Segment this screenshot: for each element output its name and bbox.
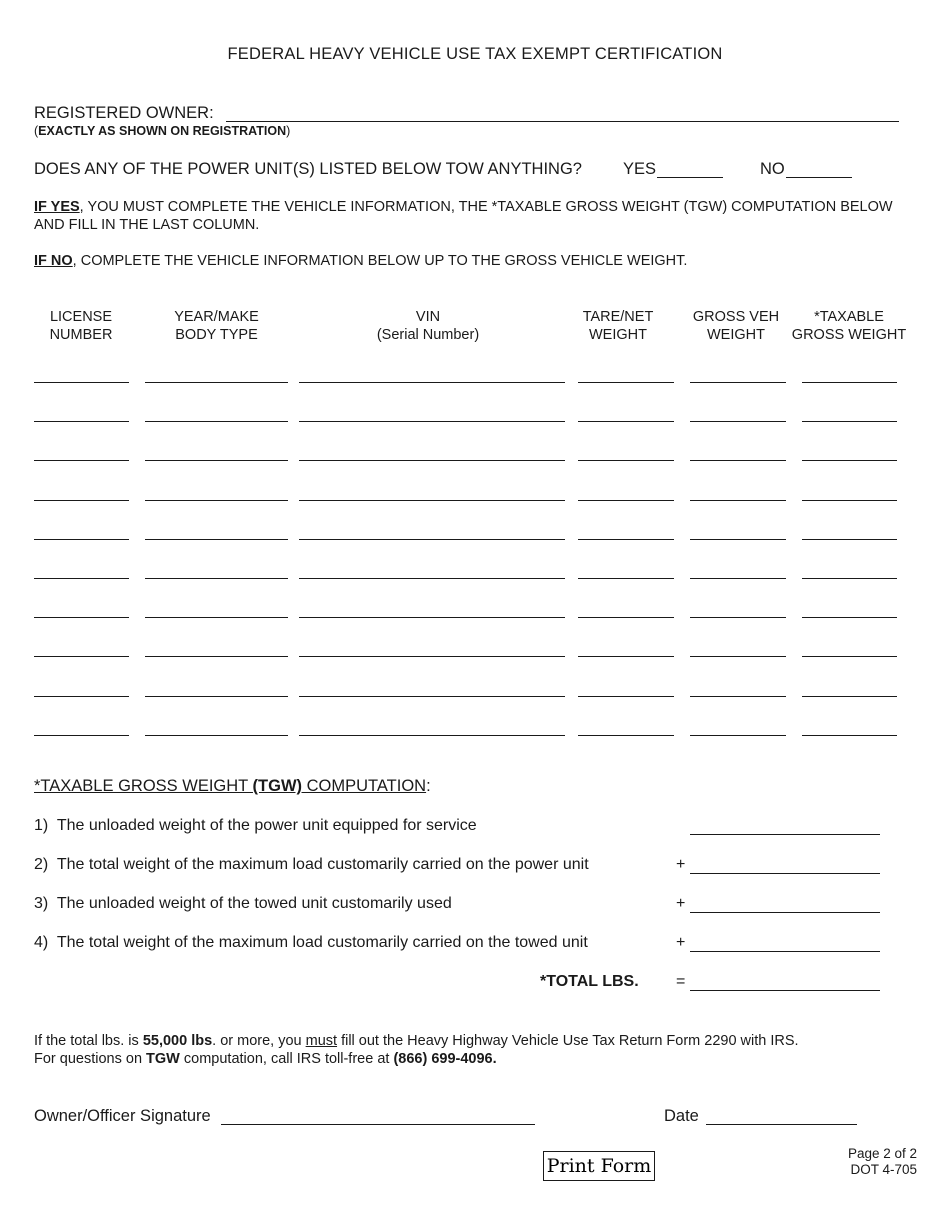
- tgw-step-2: 2) The total weight of the maximum load customarily carried on the power unit: [34, 856, 589, 873]
- registered-owner-label: REGISTERED OWNER:: [34, 104, 214, 122]
- row-8-taxable-weight-field[interactable]: [802, 656, 897, 657]
- total-lbs-label: *TOTAL LBS.: [540, 973, 639, 990]
- date-label: Date: [664, 1107, 699, 1125]
- row-9-vin-field[interactable]: [299, 696, 565, 697]
- row-7-license-field[interactable]: [34, 617, 129, 618]
- row-3-year-make-field[interactable]: [145, 460, 288, 461]
- date-field[interactable]: [706, 1124, 857, 1125]
- row-8-tare-weight-field[interactable]: [578, 656, 674, 657]
- page-info: [800, 1146, 917, 1178]
- row-9-tare-weight-field[interactable]: [578, 696, 674, 697]
- signature-label: Owner/Officer Signature: [34, 1107, 211, 1125]
- tow-yes-field[interactable]: [657, 177, 723, 178]
- tax-notes: If the total lbs. is 55,000 lbs. or more, you must fill out the Heavy Highway Vehicle Use Tax Return Form 2290 with IRS. For questions on TGW computation, call IRS toll-free at (866) 699-4096.: [34, 1033, 799, 1067]
- column-header-tare-weight: TARE/NET WEIGHT: [582, 309, 654, 343]
- row-3-tare-weight-field[interactable]: [578, 460, 674, 461]
- row-6-license-field[interactable]: [34, 578, 129, 579]
- row-4-year-make-field[interactable]: [145, 500, 288, 501]
- column-header-vin: VIN (Serial Number): [376, 309, 480, 343]
- row-9-license-field[interactable]: [34, 696, 129, 697]
- row-6-vin-field[interactable]: [299, 578, 565, 579]
- row-4-license-field[interactable]: [34, 500, 129, 501]
- row-8-year-make-field[interactable]: [145, 656, 288, 657]
- page-number: Page 2 of 2: [847, 1146, 917, 1161]
- row-7-tare-weight-field[interactable]: [578, 617, 674, 618]
- if-yes-instruction: IF YES, YOU MUST COMPLETE THE VEHICLE INFORMATION, THE *TAXABLE GROSS WEIGHT (TGW) COMPUTATION BELOW AND FILL IN THE LAST COLUMN.: [34, 199, 893, 233]
- row-1-license-field[interactable]: [34, 382, 129, 383]
- row-1-tare-weight-field[interactable]: [578, 382, 674, 383]
- column-header-year-make: YEAR/MAKE BODY TYPE: [174, 309, 259, 343]
- form-title: FEDERAL HEAVY VEHICLE USE TAX EXEMPT CERTIFICATION: [227, 45, 723, 63]
- form-id: DOT 4-705: [850, 1162, 917, 1177]
- row-10-taxable-weight-field[interactable]: [802, 735, 897, 736]
- row-1-vin-field[interactable]: [299, 382, 565, 383]
- if-no-instruction: IF NO, COMPLETE THE VEHICLE INFORMATION BELOW UP TO THE GROSS VEHICLE WEIGHT.: [34, 253, 688, 269]
- tgw-step-3-operator: +: [676, 895, 686, 912]
- row-4-vin-field[interactable]: [299, 500, 565, 501]
- row-5-license-field[interactable]: [34, 539, 129, 540]
- tgw-step-4: 4) The total weight of the maximum load customarily carried on the towed unit: [34, 934, 588, 951]
- row-7-year-make-field[interactable]: [145, 617, 288, 618]
- row-5-vin-field[interactable]: [299, 539, 565, 540]
- row-6-gross-weight-field[interactable]: [690, 578, 786, 579]
- row-7-gross-weight-field[interactable]: [690, 617, 786, 618]
- row-7-taxable-weight-field[interactable]: [802, 617, 897, 618]
- row-3-license-field[interactable]: [34, 460, 129, 461]
- row-8-vin-field[interactable]: [299, 656, 565, 657]
- row-1-gross-weight-field[interactable]: [690, 382, 786, 383]
- row-8-license-field[interactable]: [34, 656, 129, 657]
- row-5-tare-weight-field[interactable]: [578, 539, 674, 540]
- row-3-gross-weight-field[interactable]: [690, 460, 786, 461]
- tgw-step-1: 1) The unloaded weight of the power unit equipped for service: [34, 817, 477, 834]
- row-6-year-make-field[interactable]: [145, 578, 288, 579]
- row-10-gross-weight-field[interactable]: [690, 735, 786, 736]
- tgw-step-1-field[interactable]: [690, 834, 880, 835]
- row-5-taxable-weight-field[interactable]: [802, 539, 897, 540]
- row-2-taxable-weight-field[interactable]: [802, 421, 897, 422]
- row-4-taxable-weight-field[interactable]: [802, 500, 897, 501]
- registered-owner-field[interactable]: [226, 121, 899, 122]
- row-2-vin-field[interactable]: [299, 421, 565, 422]
- row-2-year-make-field[interactable]: [145, 421, 288, 422]
- tow-yes-label: YES: [623, 160, 657, 178]
- row-1-taxable-weight-field[interactable]: [802, 382, 897, 383]
- row-9-year-make-field[interactable]: [145, 696, 288, 697]
- row-4-gross-weight-field[interactable]: [690, 500, 786, 501]
- tgw-step-4-operator: +: [676, 934, 686, 951]
- row-1-year-make-field[interactable]: [145, 382, 288, 383]
- tgw-step-2-operator: +: [676, 856, 686, 873]
- total-lbs-field[interactable]: [690, 990, 880, 991]
- tgw-step-4-field[interactable]: [690, 951, 880, 952]
- column-header-gross-weight: GROSS VEH WEIGHT: [692, 309, 780, 343]
- tow-no-label: NO: [760, 160, 785, 178]
- tow-question: DOES ANY OF THE POWER UNIT(S) LISTED BELOW TOW ANYTHING?: [34, 160, 582, 178]
- row-2-tare-weight-field[interactable]: [578, 421, 674, 422]
- row-2-gross-weight-field[interactable]: [690, 421, 786, 422]
- row-4-tare-weight-field[interactable]: [578, 500, 674, 501]
- row-9-gross-weight-field[interactable]: [690, 696, 786, 697]
- tgw-section-title: *TAXABLE GROSS WEIGHT (TGW) COMPUTATION:: [34, 777, 431, 795]
- row-3-taxable-weight-field[interactable]: [802, 460, 897, 461]
- row-7-vin-field[interactable]: [299, 617, 565, 618]
- row-2-license-field[interactable]: [34, 421, 129, 422]
- tgw-step-3-field[interactable]: [690, 912, 880, 913]
- tgw-step-2-field[interactable]: [690, 873, 880, 874]
- row-5-gross-weight-field[interactable]: [690, 539, 786, 540]
- row-9-taxable-weight-field[interactable]: [802, 696, 897, 697]
- row-8-gross-weight-field[interactable]: [690, 656, 786, 657]
- row-10-year-make-field[interactable]: [145, 735, 288, 736]
- signature-field[interactable]: [221, 1124, 535, 1125]
- column-header-license: LICENSE NUMBER: [49, 309, 113, 343]
- row-10-license-field[interactable]: [34, 735, 129, 736]
- print-form-button[interactable]: Print Form: [543, 1151, 655, 1181]
- column-header-taxable-weight: *TAXABLE GROSS WEIGHT: [791, 309, 907, 343]
- row-3-vin-field[interactable]: [299, 460, 565, 461]
- tow-no-field[interactable]: [786, 177, 852, 178]
- row-6-taxable-weight-field[interactable]: [802, 578, 897, 579]
- registered-owner-note: (EXACTLY AS SHOWN ON REGISTRATION): [34, 124, 291, 138]
- row-6-tare-weight-field[interactable]: [578, 578, 674, 579]
- row-10-tare-weight-field[interactable]: [578, 735, 674, 736]
- row-10-vin-field[interactable]: [299, 735, 565, 736]
- total-operator: =: [676, 973, 686, 990]
- row-5-year-make-field[interactable]: [145, 539, 288, 540]
- tgw-step-3: 3) The unloaded weight of the towed unit customarily used: [34, 895, 452, 912]
